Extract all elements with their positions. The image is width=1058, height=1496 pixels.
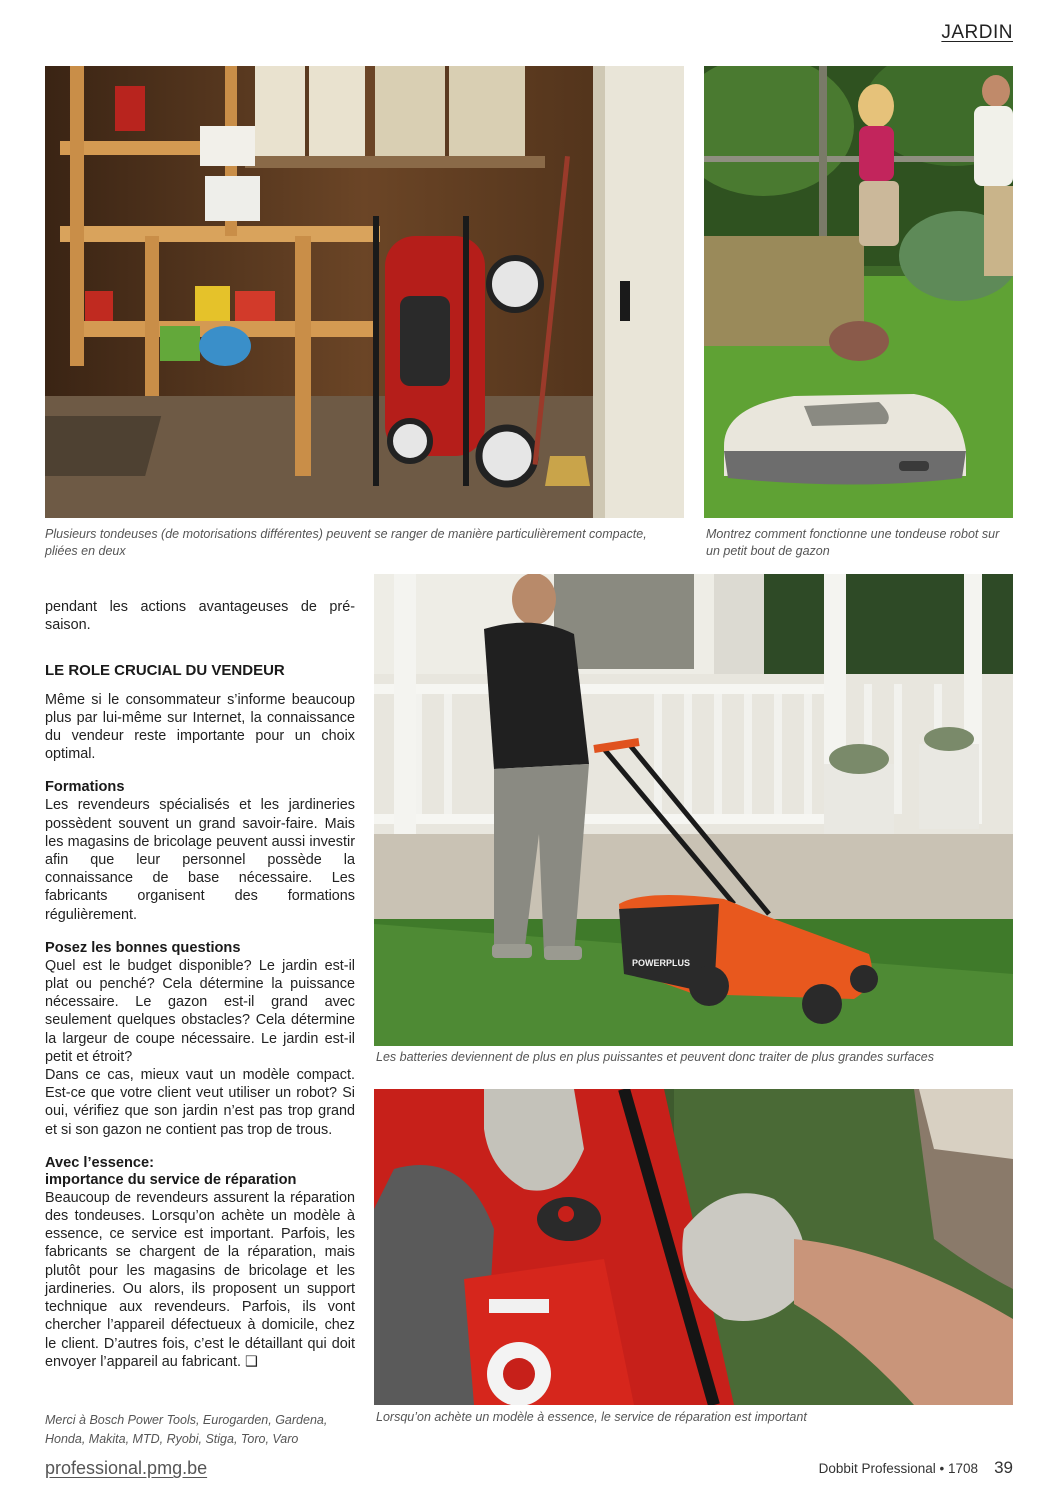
article-lead: Même si le consommateur s’informe beaucoup plus par lui-même sur Internet, la connaissance du vendeur reste importante pour un choix optimal.: [45, 691, 355, 763]
photo-robot-mower: [704, 66, 1013, 518]
page-number: 39: [994, 1458, 1013, 1477]
footer-magazine: Dobbit Professional • 1708: [818, 1461, 978, 1476]
paragraph-questions-1: Quel est le budget disponible? Le jardin est-il plat ou penché? Cela détermine la puissance nécessaire. Le gazon est-il grand avec seulement quelques obstacles? Cela détermine la largeur de coupe nécessaire. Le jardin est-il petit et étroit?: [45, 957, 355, 1065]
photo-battery-mower: [374, 574, 1013, 1046]
paragraph-questions-2: Dans ce cas, mieux vaut un modèle compact. Est-ce que votre client veut utiliser un robot? Si oui, vérifiez que son jardin n’est pas trop grand et si son gazon ne contient pas trop de trous.: [45, 1067, 355, 1138]
caption-shed: Plusieurs tondeuses (de motorisations différentes) peuvent se ranger de manière particulièrement compacte, pliées en deux: [45, 527, 647, 558]
subheading-essence-line2: importance du service de réparation: [45, 1171, 297, 1188]
subheading-questions: Posez les bonnes questions: [45, 939, 241, 956]
paragraph-essence-text: Beaucoup de revendeurs assurent la réparation des tondeuses. Lorsqu’on achète un modèle à essence, ce service est important. Parfois, les fabricants se chargent de la réparation, mais plutôt pour les magasins de bricolage et les jardineries. Ou alors, ils proposent un support technique aux revendeurs. Parfois, ils vont chercher l’appareil défectueux à domicile, chez le client. D’autres fois, c’est le détaillant qui doit envoyer l’appareil au fabricant.: [45, 1189, 355, 1370]
article-heading: LE ROLE CRUCIAL DU VENDEUR: [45, 662, 285, 680]
footer-url-link[interactable]: professional.pmg.be: [45, 1458, 208, 1478]
subheading-formations: Formations: [45, 779, 125, 796]
section-tag: JARDIN: [941, 22, 1013, 43]
article-column: [45, 598, 355, 1371]
subheading-essence-line1: Avec l’essence:: [45, 1154, 154, 1171]
subheading-essence: [45, 1155, 355, 1189]
paragraph-essence: [45, 1189, 355, 1371]
paragraph-formations: Les revendeurs spécialisés et les jardineries possèdent souvent un grand savoir-faire. Mais les magasins de bricolage peuvent aussi investir afin que leur personnel possède la connaissance de base nécessaire. Les fabricants organisent des formations régulièrement.: [45, 797, 355, 923]
end-mark-icon: ❑: [245, 1353, 258, 1370]
mower-brand-label: POWERPLUS: [632, 958, 691, 968]
caption-robot: Montrez comment fonctionne une tondeuse robot sur un petit bout de gazon: [706, 527, 1000, 558]
acknowledgements: Merci à Bosch Power Tools, Eurogarden, Gardena, Honda, Makita, MTD, Ryobi, Stiga, Toro, Varo: [45, 1413, 328, 1446]
photo-petrol-mower: [374, 1089, 1013, 1405]
photo-shed-mower: [45, 66, 684, 518]
caption-petrol: Lorsqu’on achète un modèle à essence, le service de réparation est important: [376, 1410, 807, 1424]
caption-battery: Les batteries deviennent de plus en plus puissantes et peuvent donc traiter de plus grandes surfaces: [376, 1050, 934, 1064]
article-intro: pendant les actions avantageuses de pré-saison.: [45, 599, 355, 634]
